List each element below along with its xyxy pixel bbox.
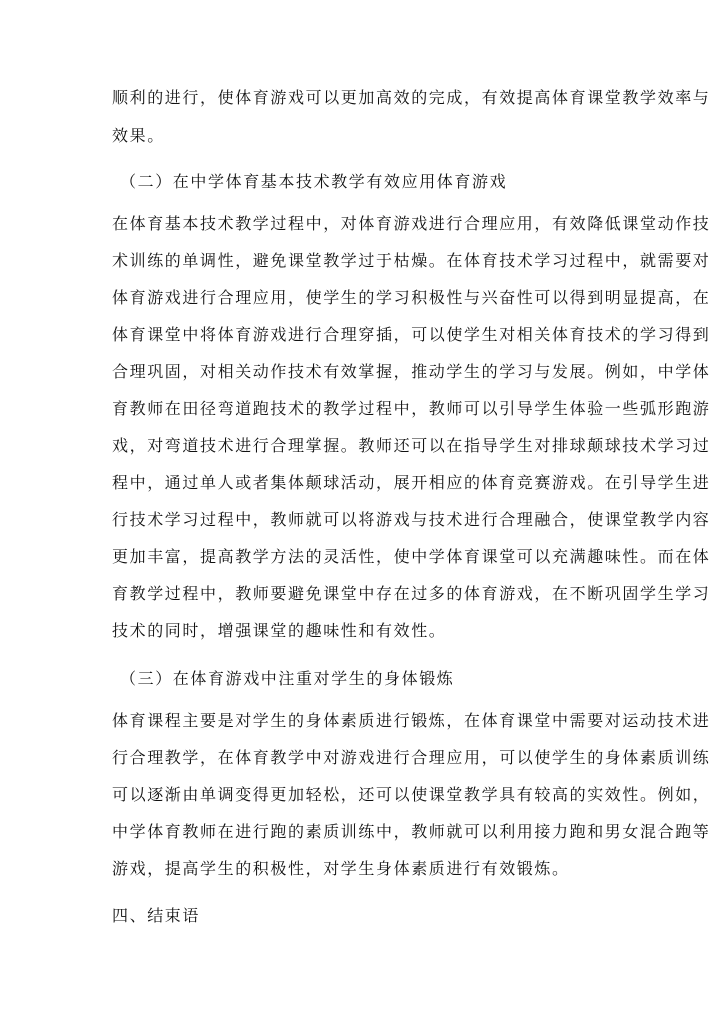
body-line: 育教学过程中，教师要避免课堂中存在过多的体育游戏，在不断巩固学生学习	[112, 584, 711, 603]
body-line: 体育课堂中将体育游戏进行合理穿插，可以使学生对相关体育技术的学习得到	[112, 325, 711, 344]
body-line: 合理巩固，对相关动作技术有效掌握，推动学生的学习与发展。例如，中学体	[112, 362, 711, 381]
section-heading: （二）在中学体育基本技术教学有效应用体育游戏	[120, 172, 508, 191]
intro-line: 顺利的进行，使体育游戏可以更加高效的完成，有效提高体育课堂教学效率与	[112, 88, 711, 107]
body-line: 体育课程主要是对学生的身体素质进行锻炼，在体育课堂中需要对运动技术进	[112, 711, 711, 730]
body-line: 行合理教学，在体育教学中对游戏进行合理应用，可以使学生的身体素质训练	[112, 748, 711, 767]
body-line: 程中，通过单人或者集体颠球活动，展开相应的体育竞赛游戏。在引导学生进	[112, 473, 711, 492]
body-line: 游戏，提高学生的积极性，对学生身体素质进行有效锻炼。	[112, 859, 570, 878]
body-line: 可以逐渐由单调变得更加轻松，还可以使课堂教学具有较高的实效性。例如，	[112, 785, 711, 804]
body-line: 术训练的单调性，避免课堂教学过于枯燥。在体育技术学习过程中，就需要对	[112, 251, 711, 270]
body-line: 更加丰富，提高教学方法的灵活性，使中学体育课堂可以充满趣味性。而在体	[112, 547, 711, 566]
section-heading: （三）在体育游戏中注重对学生的身体锻炼	[120, 669, 455, 688]
intro-line: 效果。	[112, 126, 165, 145]
body-line: 技术的同时，增强课堂的趣味性和有效性。	[112, 621, 447, 640]
body-line: 育教师在田径弯道跑技术的教学过程中，教师可以引导学生体验一些弧形跑游	[112, 399, 711, 418]
body-line: 行技术学习过程中，教师就可以将游戏与技术进行合理融合，使课堂教学内容	[112, 510, 711, 529]
body-line: 戏，对弯道技术进行合理掌握。教师还可以在指导学生对排球颠球技术学习过	[112, 436, 711, 455]
body-line: 在体育基本技术教学过程中，对体育游戏进行合理应用，有效降低课堂动作技	[112, 214, 711, 233]
body-line: 中学体育教师在进行跑的素质训练中，教师就可以利用接力跑和男女混合跑等	[112, 822, 711, 841]
section-heading: 四、结束语	[112, 906, 201, 925]
body-line: 体育游戏进行合理应用，使学生的学习积极性与兴奋性可以得到明显提高，在	[112, 288, 711, 307]
